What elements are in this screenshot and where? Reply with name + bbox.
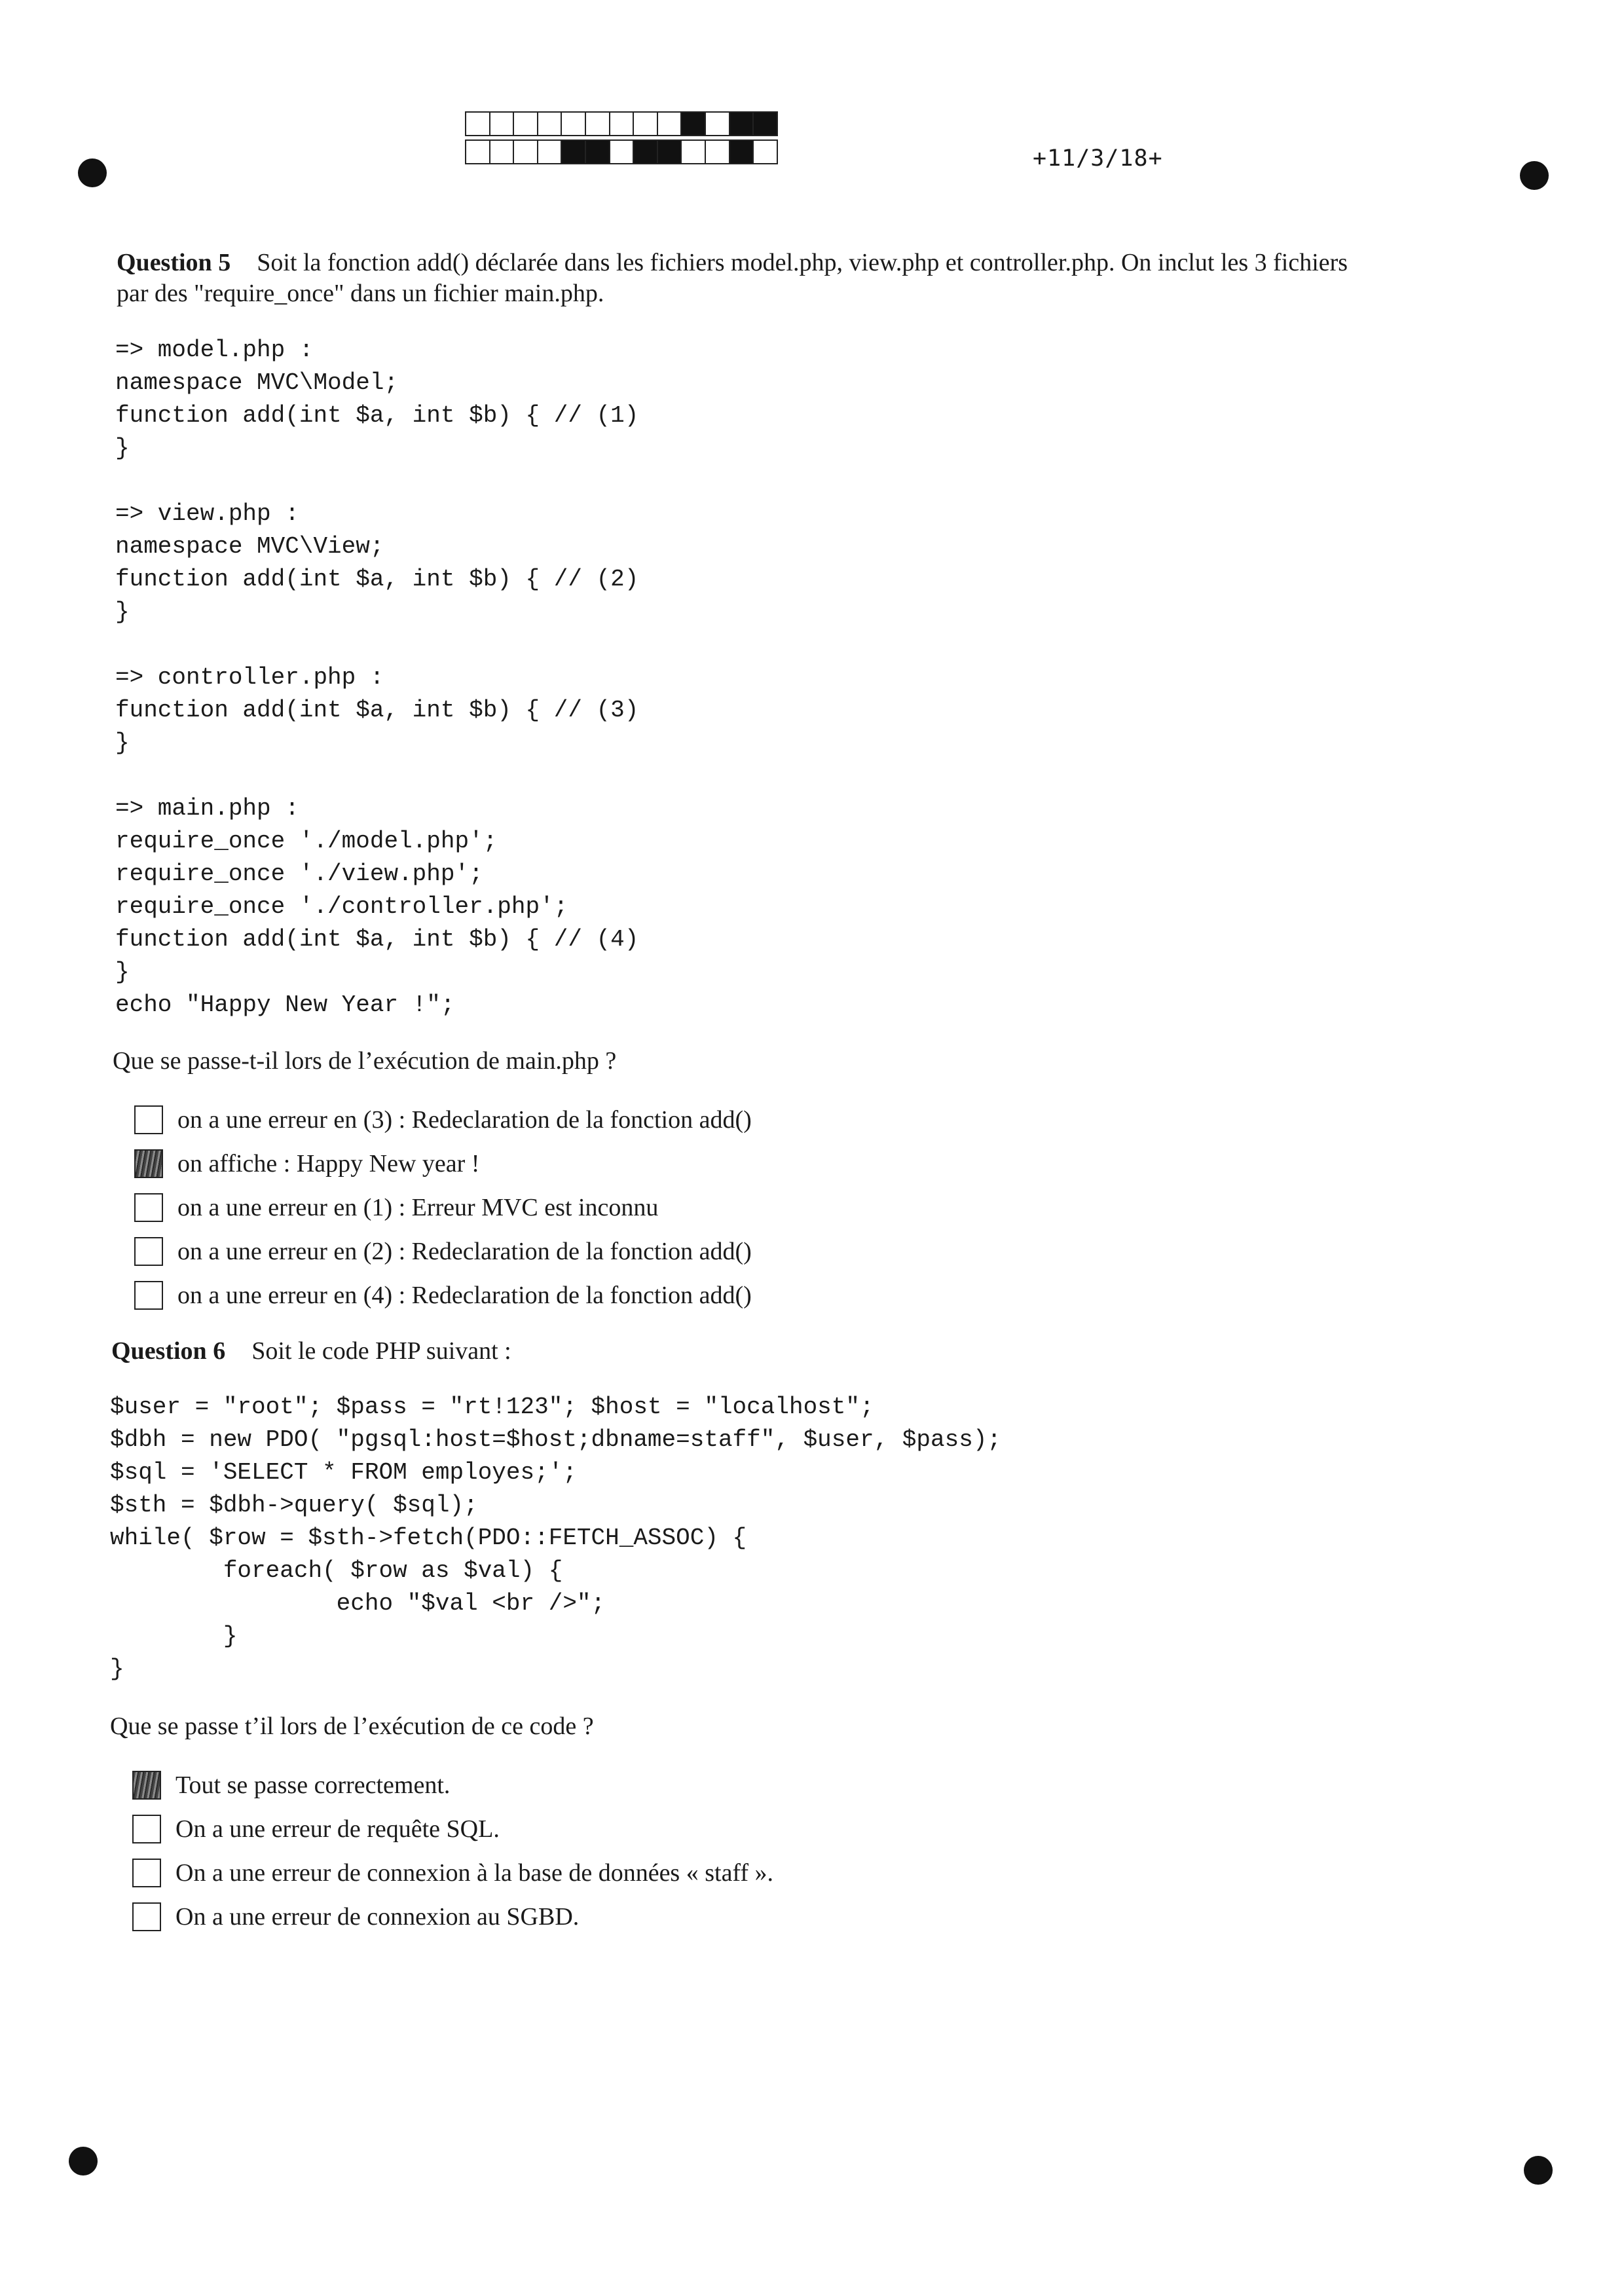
- question-5-header: [117, 248, 1524, 309]
- checked-checkbox[interactable]: [132, 1771, 161, 1800]
- barcode-cell: [562, 141, 586, 163]
- barcode-cell: [730, 141, 754, 163]
- barcode-cell: [514, 141, 538, 163]
- barcode-cell: [754, 113, 777, 135]
- answer-choice-label: on affiche : Happy New year !: [177, 1149, 480, 1177]
- barcode-cell: [586, 113, 610, 135]
- registration-mark-top-left: [78, 158, 107, 187]
- barcode-cell: [538, 141, 563, 163]
- answer-choice[interactable]: [132, 1763, 773, 1807]
- registration-mark-top-right: [1520, 161, 1549, 190]
- barcode-cell: [514, 113, 538, 135]
- answer-choice-label: on a une erreur en (1) : Erreur MVC est inconnu: [177, 1193, 659, 1221]
- answer-choice[interactable]: [134, 1185, 752, 1229]
- question-6-code-block: $user = "root"; $pass = "rt!123"; $host = "localhost"; $dbh = new PDO( "pgsql:host=$host;dbname=staff", $user, $pass); $sql = 'SELECT * FROM employes;'; $sth = $dbh->query( $sql); while( $row = $sth->fetch(PDO::FETCH_ASSOC) { foreach( $row as $val) { echo "$val <br />"; } }: [110, 1394, 1002, 1682]
- answer-choice-label: On a une erreur de connexion à la base de données « staff ».: [175, 1859, 774, 1887]
- answer-choice-label: on a une erreur en (3) : Redeclaration de la fonction add(): [177, 1105, 752, 1134]
- barcode-cell: [658, 141, 682, 163]
- empty-checkbox[interactable]: [134, 1105, 163, 1134]
- barcode-cell: [682, 113, 706, 135]
- barcode-cell: [466, 113, 490, 135]
- question-5-code-block: => model.php : namespace MVC\Model; function add(int $a, int $b) { // (1) } => view.php : namespace MVC\View; function add(int $a, int $b) { // (2) } => controller.php : function add(int $a, int $b) { // (3) } => main.php : require_once './model.php'; require_once './view.php'; require_once './controller.php'; function add(int $a, int $b) { // (4) } echo "Happy New Year !";: [115, 337, 639, 1018]
- barcode-cell: [490, 141, 515, 163]
- answer-choice[interactable]: [134, 1229, 752, 1273]
- barcode-cell: [466, 141, 490, 163]
- question-6-text: Soit le code PHP suivant :: [251, 1337, 511, 1365]
- barcode-cell: [682, 141, 706, 163]
- question-6-choices: [132, 1763, 773, 1938]
- answer-choice-label: on a une erreur en (4) : Redeclaration de la fonction add(): [177, 1281, 752, 1309]
- answer-choice-label: Tout se passe correctement.: [175, 1771, 451, 1799]
- question-5-text-line-1: Soit la fonction add() déclarée dans les fichiers model.php, view.php et controller.php. On inclut les 3 fichiers: [257, 249, 1348, 276]
- barcode-cell: [610, 113, 635, 135]
- empty-checkbox[interactable]: [134, 1281, 163, 1310]
- barcode-row-2: [465, 139, 778, 164]
- answer-choice[interactable]: [132, 1851, 773, 1895]
- answer-choice[interactable]: [132, 1807, 773, 1851]
- barcode-cell: [658, 113, 682, 135]
- barcode-cell: [586, 141, 610, 163]
- barcode-cell: [490, 113, 515, 135]
- barcode-cell: [634, 113, 658, 135]
- question-5-choices: [134, 1098, 752, 1317]
- answer-choice-label: On a une erreur de requête SQL.: [175, 1815, 500, 1843]
- empty-checkbox[interactable]: [132, 1859, 161, 1887]
- empty-checkbox[interactable]: [134, 1237, 163, 1266]
- answer-choice[interactable]: [134, 1273, 752, 1317]
- barcode-cell: [706, 141, 730, 163]
- answer-choice-label: on a une erreur en (2) : Redeclaration de la fonction add(): [177, 1237, 752, 1265]
- barcode-cell: [634, 141, 658, 163]
- barcode-cell: [706, 113, 730, 135]
- registration-mark-bottom-right: [1524, 2156, 1553, 2185]
- empty-checkbox[interactable]: [132, 1902, 161, 1931]
- barcode-cell: [538, 113, 563, 135]
- barcode-cell: [754, 141, 777, 163]
- question-5-label: Question 5: [117, 249, 231, 276]
- question-6-prompt: Que se passe t’il lors de l’exécution de ce code ?: [110, 1713, 594, 1740]
- empty-checkbox[interactable]: [134, 1193, 163, 1222]
- question-6-label: Question 6: [111, 1337, 226, 1365]
- answer-choice[interactable]: [132, 1895, 773, 1938]
- empty-checkbox[interactable]: [132, 1815, 161, 1843]
- registration-mark-bottom-left: [69, 2147, 98, 2176]
- barcode-cell: [562, 113, 586, 135]
- page-identifier: +11/3/18+: [1033, 145, 1163, 172]
- question-5-text-line-2: par des "require_once" dans un fichier main.php.: [117, 280, 604, 307]
- question-6-header: [111, 1336, 511, 1367]
- answer-choice[interactable]: [134, 1141, 752, 1185]
- barcode-cell: [610, 141, 635, 163]
- answer-choice[interactable]: [134, 1098, 752, 1141]
- checked-checkbox[interactable]: [134, 1149, 163, 1178]
- answer-choice-label: On a une erreur de connexion au SGBD.: [175, 1902, 580, 1931]
- barcode-row-1: [465, 111, 778, 136]
- question-5-prompt: Que se passe-t-il lors de l’exécution de main.php ?: [113, 1047, 617, 1075]
- barcode-cell: [730, 113, 754, 135]
